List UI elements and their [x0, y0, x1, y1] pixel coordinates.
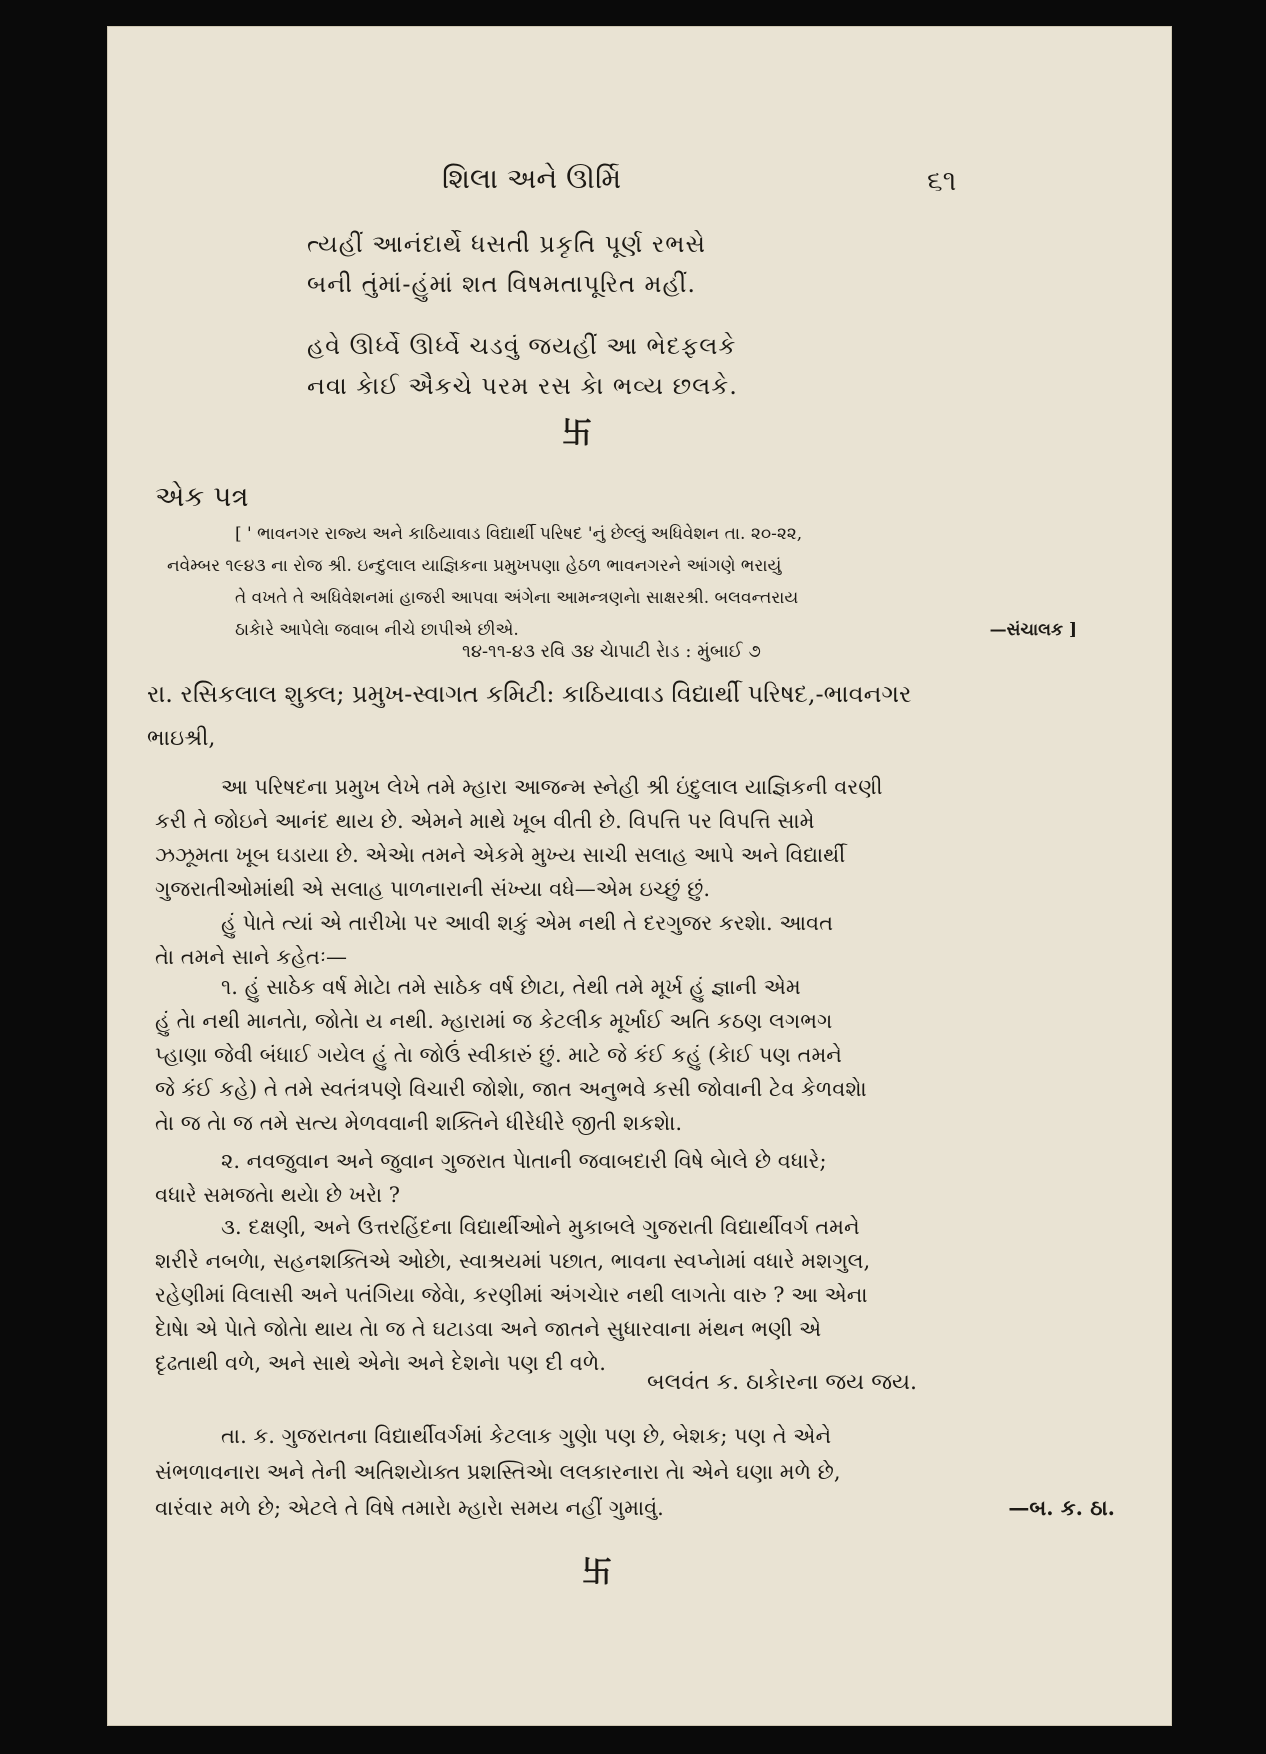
text-line: હું પેાતે ત્યાં એ તારીખેા પર આવી શકું એમ નથી તે દરગુજર કરશેા. આવત [221, 911, 834, 935]
text-line: ૩. દક્ષણી, અને ઉત્તરહિંદના વિદ્યાર્થીઓને મુકાબલે ગુજરાતી વિદ્યાર્થીવર્ગ તમને [221, 1215, 860, 1239]
text-line: દેાષેા એ પેાતે જોતેા થાય તેા જ તે ઘટાડવા અને જાતને સુધારવાના મંથન ભણી એ [155, 1317, 822, 1341]
text-line: તા. ક. ગુજરાતના વિદ્યાર્થીવર્ગમાં કેટલાક ગુણેા પણ છે, બેશક; પણ તે એને [221, 1424, 832, 1448]
postscript [155, 1418, 1115, 1526]
poem-line: ત્યહીં આનંદાર્થે ધસતી પ્રકૃતિ પૂર્ણ રભસે [307, 230, 706, 258]
text-line: ૨. નવજુવાન અને જુવાન ગુજરાત પેાતાની જવાબદારી વિષે બેાલે છે વધારે; [221, 1149, 827, 1173]
letter-paragraph-5 [155, 1210, 1115, 1380]
text-line: પ્હાણા જેવી બંધાઈ ગયેલ હું તેા જોઉં સ્વીકારું છું. માટે જે કંઈ કહું (કેાઈ પણ તમને [155, 1043, 842, 1067]
text-line: ઝઝૂમતા ખૂબ ઘડાયા છે. એએા તમને એકમે મુખ્ય સાચી સલાહ આપે અને વિદ્યાર્થી [155, 843, 846, 867]
text-line: કરી તે જોઇને આનંદ થાય છે. એમને માથે ખૂબ વીતી છે. વિપત્તિ પર વિપત્તિ સામે [155, 809, 815, 833]
text-line: તેા જ તેા જ તમે સત્ય મેળવવાની શક્તિને ધીરેધીરે જીતી શકશેા. [155, 1111, 683, 1135]
text-line: ગુજરાતીઓમાંથી એ સલાહ પાળનારાની સંખ્યા વધે—એમ ઇચ્છું છું. [155, 877, 711, 901]
book-page [107, 26, 1172, 1726]
poem-stanza-2 [307, 326, 967, 406]
text-line: સંભળાવનારા અને તેની અતિશયેાક્ત પ્રશસ્તિએા લલકારનારા તેા એને ઘણા મળે છે, [155, 1460, 841, 1484]
letter-paragraph-1 [155, 770, 1115, 906]
letter-salutation: ભાઇશ્રી, [147, 726, 216, 751]
text-line: વધારે સમજતેા થયેા છે ખરેા ? [155, 1183, 401, 1207]
text-line: વારંવાર મળે છે; એટલે તે વિષે તમારેા મ્હારેા સમય નહીં ગુમાવું. [155, 1496, 664, 1520]
letter-paragraph-3 [155, 970, 1115, 1140]
text-line: આ પરિષદના પ્રમુખ લેખે તમે મ્હારા આજન્મ સ્નેહી શ્રી ઇંદુલાલ યાજ્ઞિકની વરણી [221, 775, 883, 799]
postscript-signature: —બ. ક. ઠા. [1008, 1495, 1115, 1520]
letter-paragraph-4 [155, 1144, 1115, 1212]
text-line: શરીરે નબળેા, સહનશક્તિએ ઓછેા, સ્વાશ્રયમાં પછાત, ભાવના સ્વપ્નેામાં વધારે મશગુલ, [155, 1249, 871, 1273]
text-line: હું તેા નથી માનતેા, જોતેા ય નથી. મ્હારામાં જ કેટલીક મૂર્ખાઈ અતિ કઠણ લગભગ [155, 1009, 833, 1033]
text-line: રહેણીમાં વિલાસી અને પતંગિયા જેવેા, કરણીમાં અંગચેાર નથી લાગતેા વારુ ? આ એના [155, 1283, 868, 1307]
editor-note [167, 518, 1097, 646]
letter-paragraph-2 [155, 906, 1115, 974]
note-line: [ ' ભાવનગર રાજ્ય અને કાઠિયાવાડ વિદ્યાર્થી પરિષદ 'નું છેલ્લું અધિવેશન તા. ૨૦-૨૨, [235, 524, 803, 544]
running-header-title: શિલા અને ઊર્મિ [442, 162, 622, 195]
section-title: એક પત્ર [155, 480, 249, 513]
letter-dateline: ૧૪-૧૧-૪૩ રવિ ૩૪ ચેાપાટી રેાડ : મુંબાઈ ૭ [462, 641, 761, 662]
letter-signoff: બલવંત ક. ઠાકેારના જય જય. [647, 1370, 918, 1395]
swastika-ornament-icon: 卐 [582, 1555, 612, 1590]
note-signature: —સંચાલક ] [989, 620, 1077, 640]
text-line: તેા તમને સાને કહેતઃ— [155, 945, 347, 969]
poem-line: નવા કેાઈ ઐકચે પરમ રસ કેા ભવ્ય છલકે. [307, 372, 738, 400]
text-line: ૧. હું સાઠેક વર્ષ મેાટેા તમે સાઠેક વર્ષ છેાટા, તેથી તમે મૂર્ખ હું જ્ઞાની એમ [221, 975, 801, 999]
letter-addressee: રા. રસિકલાલ શુક્લ; પ્રમુખ-સ્વાગત કમિટી: કાઠિયાવાડ વિદ્યાર્થી પરિષદ,-ભાવનગર [147, 680, 912, 708]
note-line: ઠાકેારે આપેલેા જવાબ નીચે છાપીએ છીએ. [235, 620, 519, 640]
poem-line: હવે ઊર્ધ્વે ઊર્ધ્વે ચડવું જયહીં આ ભેદફલકે [307, 332, 737, 360]
note-line: તે વખતે તે અધિવેશનમાં હાજરી આપવા અંગેના આમન્ત્રણનેા સાક્ષરશ્રી. બલવન્તરાય [235, 588, 799, 608]
swastika-ornament-icon: 卐 [562, 416, 592, 451]
page-number: ૬૧ [927, 164, 957, 197]
postscript-last-line [155, 1490, 1115, 1526]
poem-line: બની તુંમાં-હુંમાં શત વિષમતાપૂરિત મહીં. [307, 270, 697, 298]
poem-stanza-1 [307, 224, 967, 304]
text-line: દૃઢતાથી વળે, અને સાથે એનેા અને દેશનેા પણ દી વળે. [155, 1351, 606, 1375]
note-line: નવેમ્બર ૧૯૪૩ ના રોજ શ્રી. ઇન્દુલાલ યાજ્ઞિકના પ્રમુખપણા હેઠળ ભાવનગરને આંગણે ભરાયું [167, 556, 782, 576]
text-line: જે કંઈ કહે) તે તમે સ્વતંત્રપણે વિચારી જોશેા, જાત અનુભવે કસી જોવાની ટેવ કેળવશેા [155, 1077, 867, 1101]
